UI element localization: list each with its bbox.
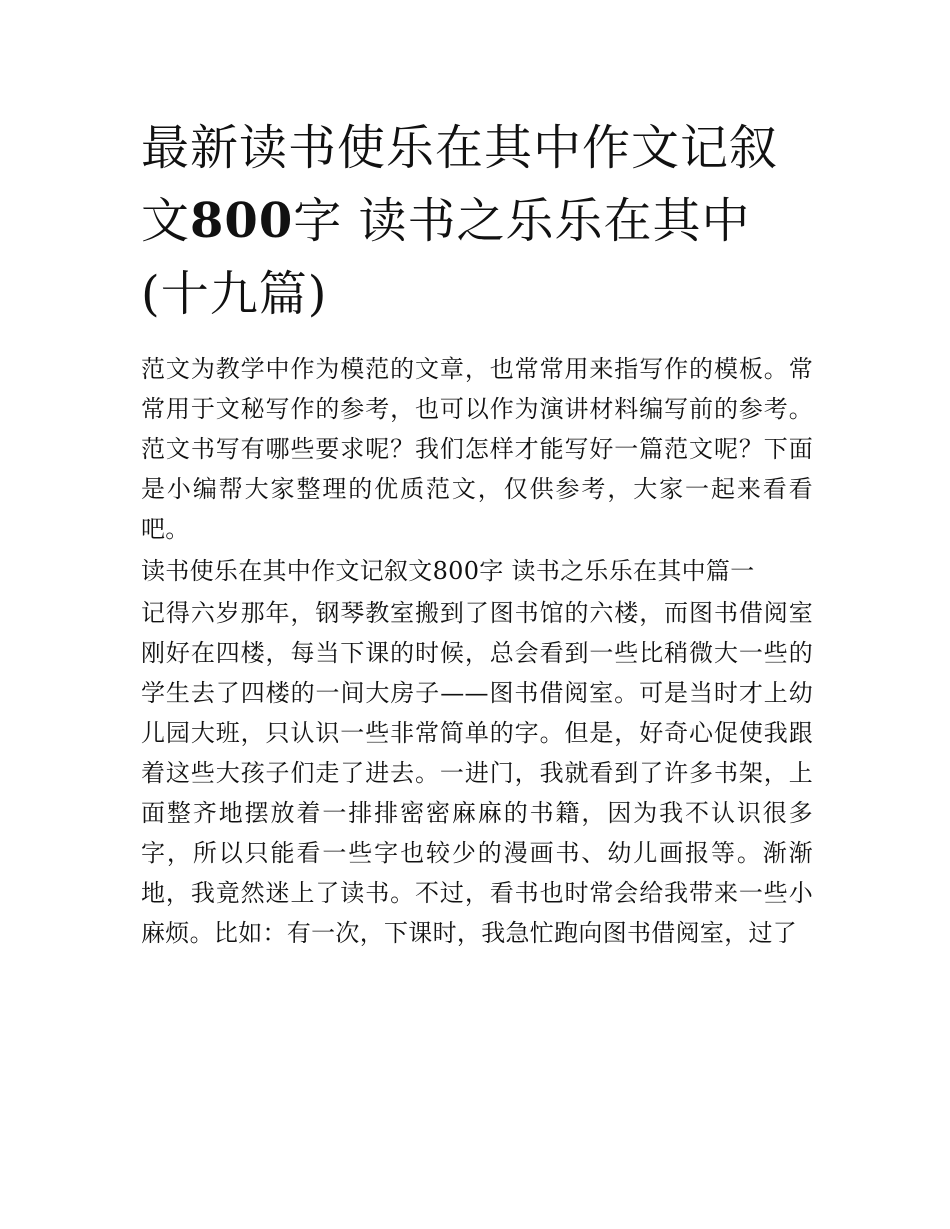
document-title bbox=[141, 112, 813, 331]
title-number: 800 bbox=[190, 193, 294, 249]
document-page bbox=[141, 112, 813, 953]
title-text-part1: 最新读书使乐在其中作文记叙文 bbox=[141, 120, 779, 249]
title-text-part2: 字 读书之乐乐在其中(十九篇) bbox=[141, 193, 751, 322]
section-heading: 读书使乐在其中作文记叙文800字 读书之乐乐在其中篇一 bbox=[141, 557, 755, 585]
body-paragraph: 记得六岁那年，钢琴教室搬到了图书馆的六楼，而图书借阅室刚好在四楼，每当下课的时候，总会看到一些比稍微大一些的学生去了四楼的一间大房子——图书借阅室。可是当时才上幼儿园大班，只认识一些非常简单的字。但是，好奇心促使我跟着这些大孩子们走了进去。一进门，我就看到了许多书架，上面整齐地摆放着一排排密密麻麻的书籍，因为我不认识很多字，所以只能看一些字也较少的漫画书、幼儿画报等。渐渐地，我竟然迷上了读书。不过，看书也时常会给我带来一些小麻烦。比如：有一次，下课时，我急忙跑向图书借阅室，过了 bbox=[141, 599, 813, 947]
intro-paragraph: 范文为教学中作为模范的文章，也常常用来指写作的模板。常常用于文秘写作的参考，也可以作为演讲材料编写前的参考。范文书写有哪些要求呢？我们怎样才能写好一篇范文呢？下面是小编帮大家整理的优质范文，仅供参考，大家一起来看看吧。 bbox=[141, 355, 813, 543]
